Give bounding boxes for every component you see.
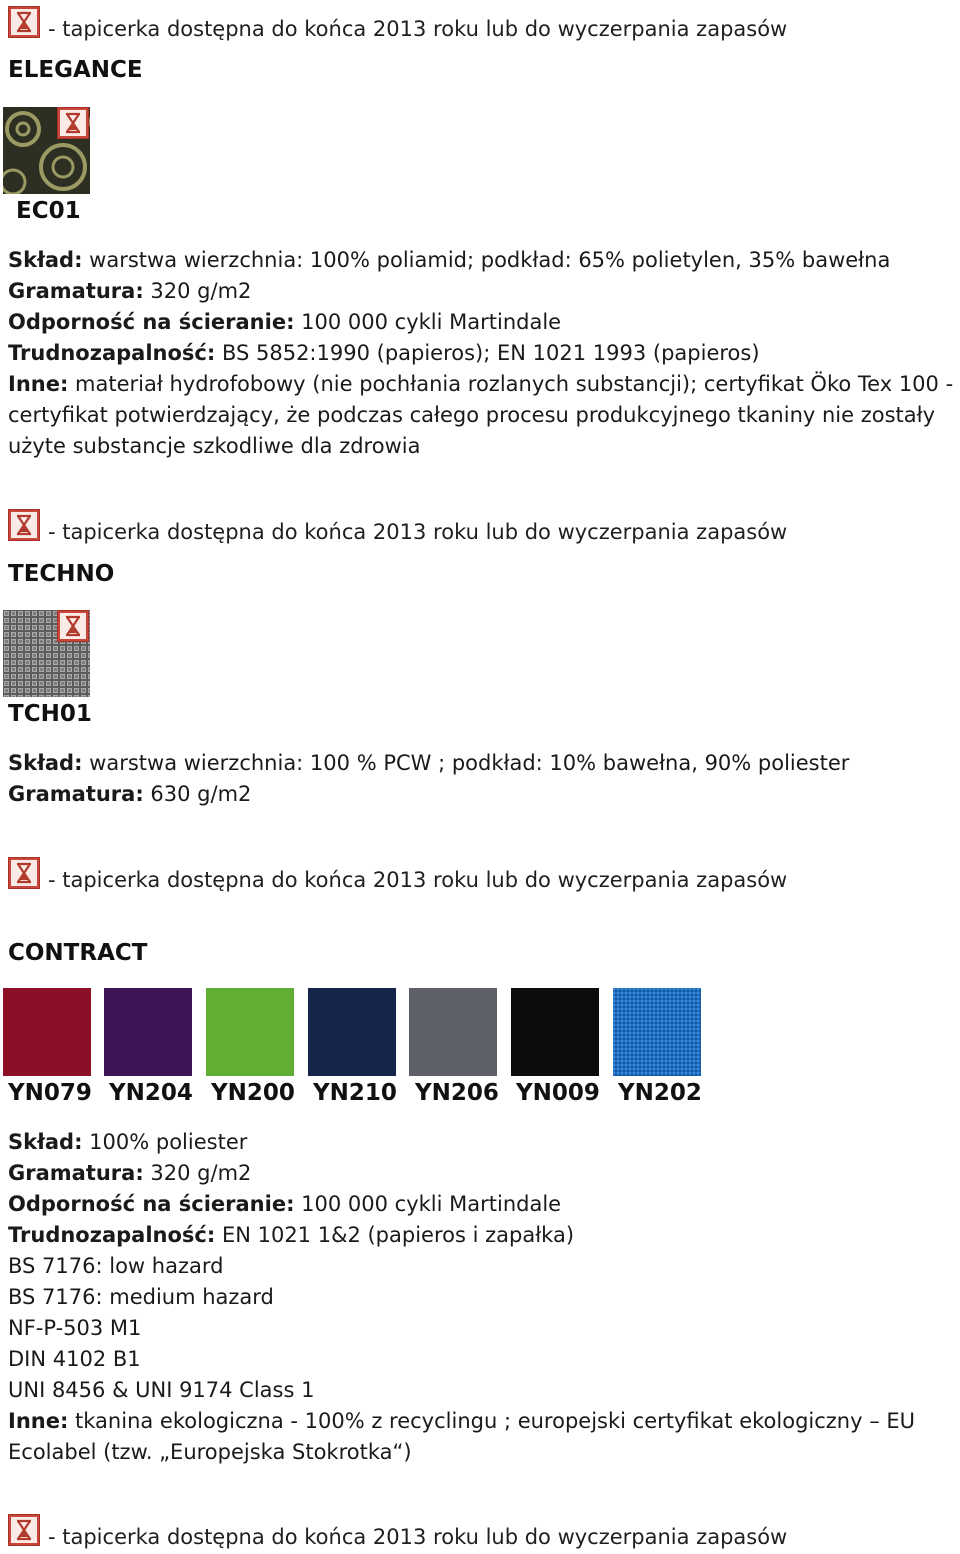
spec-other: Inne: tkanina ekologiczna - 100% z recyclingu ; europejski certyfikat ekologiczny – EU Ecolabel (tzw. „Europejska Stokrotka“) <box>8 1409 916 1464</box>
color-swatch-yn202 <box>613 988 701 1076</box>
section-title-elegance: ELEGANCE <box>8 57 143 83</box>
techno-specs <box>8 748 958 810</box>
spec-standard: DIN 4102 B1 <box>8 1347 141 1371</box>
color-swatch-yn204 <box>104 988 192 1076</box>
swatch-code-yn079: YN079 <box>8 1080 92 1106</box>
hourglass-icon <box>8 6 40 38</box>
spec-standard: NF-P-503 M1 <box>8 1316 142 1340</box>
spec-abrasion: Odporność na ścieranie: 100 000 cykli Martindale <box>8 310 562 334</box>
hourglass-icon <box>8 857 40 889</box>
spec-flammability: Trudnozapalność: BS 5852:1990 (papieros); EN 1021 1993 (papieros) <box>8 341 760 365</box>
swatch-code-ec01: EC01 <box>16 198 81 224</box>
spec-composition: Skład: 100% poliester <box>8 1130 248 1154</box>
hourglass-icon <box>8 1514 40 1546</box>
swatch-code-yn206: YN206 <box>415 1080 499 1106</box>
spec-standard: BS 7176: medium hazard <box>8 1285 274 1309</box>
spec-weight: Gramatura: 320 g/m2 <box>8 1161 252 1185</box>
section-title-contract: CONTRACT <box>8 940 148 966</box>
color-swatch-yn210 <box>308 988 396 1076</box>
contract-specs <box>8 1127 958 1468</box>
spec-flammability: Trudnozapalność: EN 1021 1&2 (papieros i zapałka) <box>8 1223 575 1247</box>
color-swatch-yn200 <box>206 988 294 1076</box>
spec-standard: UNI 8456 & UNI 9174 Class 1 <box>8 1378 315 1402</box>
spec-composition: Skład: warstwa wierzchnia: 100% poliamid; podkład: 65% polietylen, 35% bawełna <box>8 248 891 272</box>
spec-composition: Skład: warstwa wierzchnia: 100 % PCW ; podkład: 10% bawełna, 90% poliester <box>8 751 850 775</box>
swatch-code-yn204: YN204 <box>109 1080 193 1106</box>
spec-abrasion: Odporność na ścieranie: 100 000 cykli Martindale <box>8 1192 562 1216</box>
spec-other: Inne: materiał hydrofobowy (nie pochłania rozlanych substancji); certyfikat Öko Tex 100 - certyfikat potwierdzający, że podczas całego procesu produkcyjnego tkaniny nie zostały użyte substancje szkodliwe dla zdrowia <box>8 372 954 458</box>
hourglass-icon <box>57 610 89 642</box>
spec-weight: Gramatura: 630 g/m2 <box>8 782 252 806</box>
elegance-specs <box>8 245 958 462</box>
availability-note: - tapicerka dostępna do końca 2013 roku lub do wyczerpania zapasów <box>48 17 788 41</box>
swatch-code-yn009: YN009 <box>516 1080 600 1106</box>
section-title-techno: TECHNO <box>8 561 115 587</box>
availability-note: - tapicerka dostępna do końca 2013 roku lub do wyczerpania zapasów <box>48 868 788 892</box>
hourglass-icon <box>57 107 89 139</box>
hourglass-icon <box>8 509 40 541</box>
color-swatch-yn206 <box>409 988 497 1076</box>
color-swatch-yn079 <box>3 988 91 1076</box>
swatch-code-yn210: YN210 <box>313 1080 397 1106</box>
spec-standard: BS 7176: low hazard <box>8 1254 224 1278</box>
spec-weight: Gramatura: 320 g/m2 <box>8 279 252 303</box>
availability-note: - tapicerka dostępna do końca 2013 roku lub do wyczerpania zapasów <box>48 520 788 544</box>
swatch-code-tch01: TCH01 <box>8 701 92 727</box>
swatch-code-yn200: YN200 <box>211 1080 295 1106</box>
color-swatch-yn009 <box>511 988 599 1076</box>
swatch-code-yn202: YN202 <box>618 1080 702 1106</box>
availability-note: - tapicerka dostępna do końca 2013 roku lub do wyczerpania zapasów <box>48 1525 788 1549</box>
